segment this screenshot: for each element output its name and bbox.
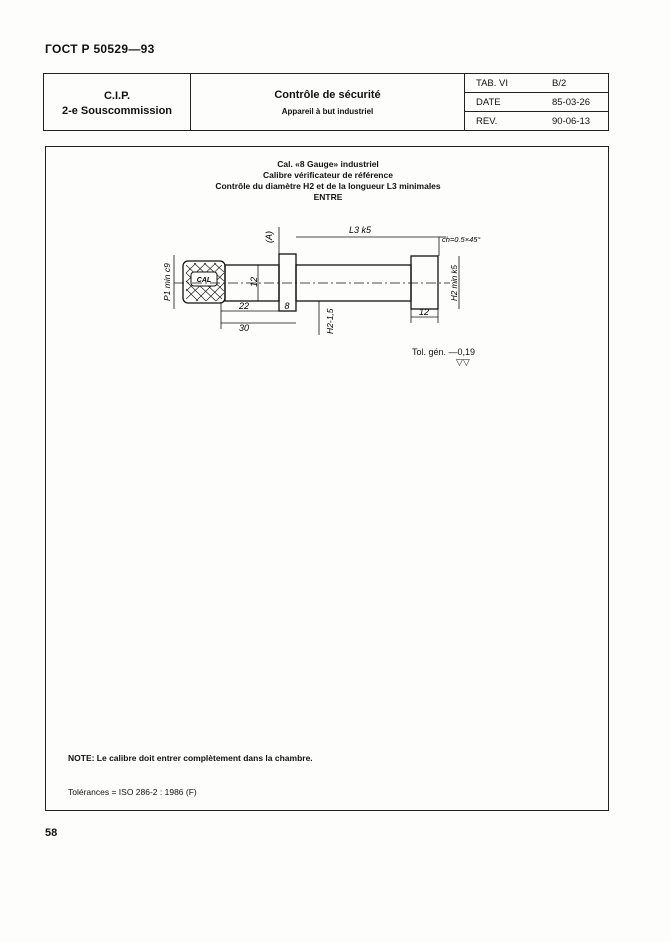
dim-l3: L3 k5 xyxy=(348,225,372,235)
caption-line: Calibre vérificateur de référence xyxy=(263,170,393,180)
meta-date-value: 85-03-26 xyxy=(552,97,591,108)
document-code: ГОСТ Р 50529—93 xyxy=(45,42,155,56)
dim-p1: P1 min c9 xyxy=(162,263,172,301)
caption-line: Cal. «8 Gauge» industriel xyxy=(277,159,379,169)
surface-finish-symbol: ▽▽ xyxy=(456,357,470,367)
meta-rev-label: REV. xyxy=(476,116,498,127)
general-tolerance xyxy=(412,347,475,368)
tol-gen-text: Tol. gén. —0,19 xyxy=(412,347,476,357)
meta-tab-value: B/2 xyxy=(552,78,567,89)
caption-line: Contrôle du diamètre H2 et de la longueur L3 minimales xyxy=(215,181,441,191)
drawing-frame xyxy=(45,146,609,811)
dim-12-head: 12 xyxy=(418,307,430,317)
gauge-drawing xyxy=(46,147,610,387)
dim-22: 22 xyxy=(238,301,250,311)
document-subtitle: Appareil à but industriel xyxy=(281,107,374,116)
meta-tab-label: TAB. VI xyxy=(476,78,509,89)
ref-a: (A) xyxy=(264,231,274,243)
org-subcommission: 2-e Souscommission xyxy=(61,105,173,117)
meta-divider xyxy=(464,111,608,112)
header-divider xyxy=(190,74,191,130)
cal-label: CAL xyxy=(196,277,212,284)
dim-8: 8 xyxy=(284,301,290,311)
header-divider xyxy=(464,74,465,130)
dim-12-vertical: 12 xyxy=(249,276,259,287)
dim-30: 30 xyxy=(238,323,250,333)
document-title: Contrôle de sécurité xyxy=(274,89,381,101)
meta-divider xyxy=(464,92,608,93)
meta-date-label: DATE xyxy=(476,97,501,108)
organization xyxy=(44,89,190,119)
header-table xyxy=(43,73,609,131)
org-name: C.I.P. xyxy=(103,90,131,102)
meta-rev-value: 90-06-13 xyxy=(552,116,591,127)
note-text: NOTE: Le calibre doit entrer complètement dans la chambre. xyxy=(68,753,313,763)
gauge-head xyxy=(411,256,438,309)
dim-h2: H2-1,5 xyxy=(325,308,335,334)
page-number: 58 xyxy=(45,827,58,839)
dim-chamfer: ch=0.5×45° xyxy=(442,235,481,244)
caption-line: ENTRE xyxy=(313,192,343,202)
dim-h2min: H2 min k5 xyxy=(450,264,459,301)
tolerances-text: Tolérances = ISO 286-2 : 1986 (F) xyxy=(68,787,197,797)
